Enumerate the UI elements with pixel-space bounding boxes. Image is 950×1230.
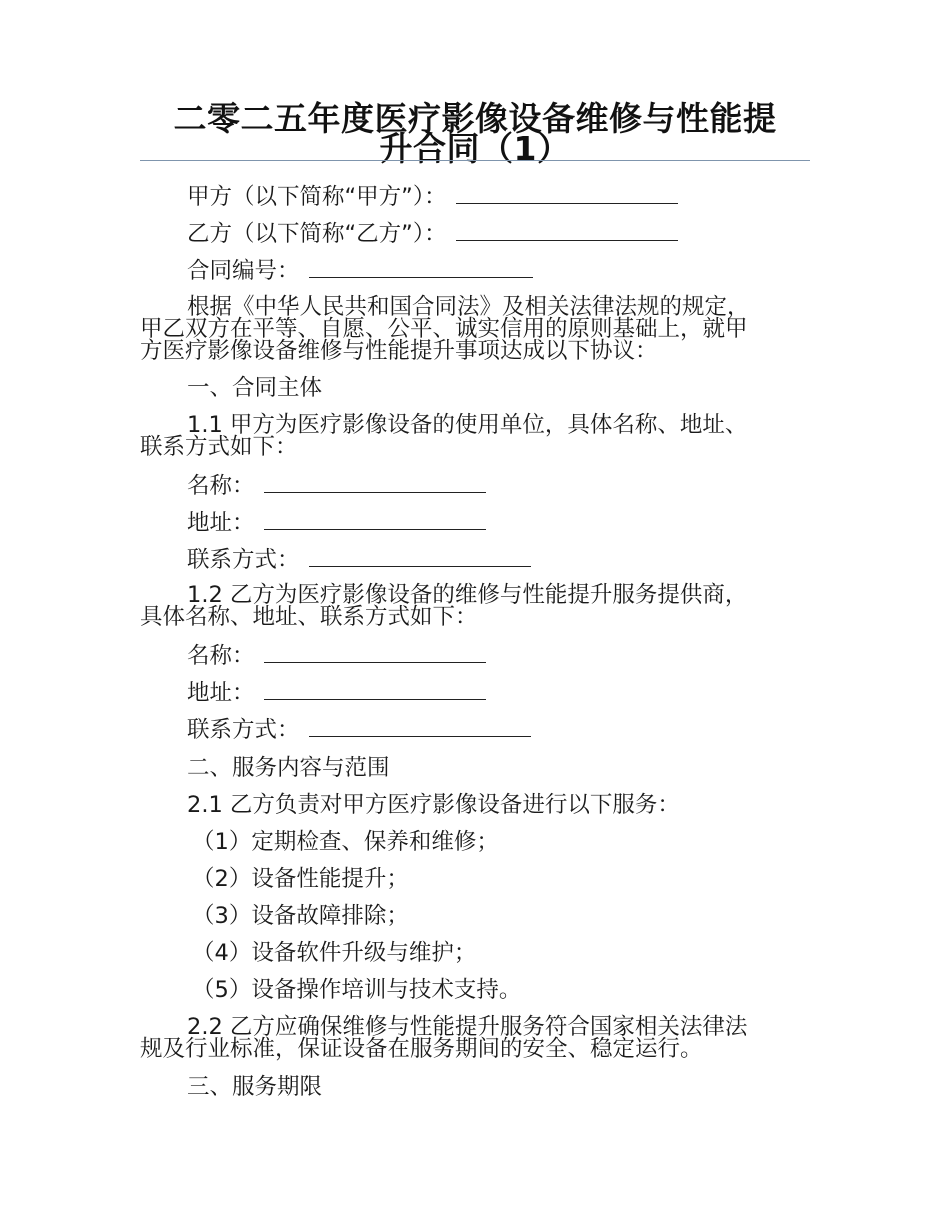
party-b-field [187, 221, 678, 247]
section-2-heading: 二、服务内容与范围 [187, 755, 390, 781]
party-b-contact-label: 联系方式： [187, 717, 300, 743]
preamble-line-2: 甲乙双方在平等、自愿、公平、诚实信用的原则基础上，就甲 [140, 316, 748, 342]
preamble-line-3: 方医疗影像设备维修与性能提升事项达成以下协议： [140, 338, 658, 364]
section-3-heading: 三、服务期限 [187, 1074, 323, 1100]
party-a-field [187, 184, 678, 210]
party-a-name-field [187, 473, 486, 499]
party-a-address-blank [264, 511, 486, 530]
clause-2-2-line-2: 规及行业标准，保证设备在服务期间的安全、稳定运行。 [140, 1036, 703, 1062]
party-a-contact-field [187, 547, 531, 573]
party-a-blank [456, 185, 678, 204]
party-b-address-label: 地址： [187, 680, 255, 706]
party-a-label: 甲方（以下简称“甲方”）： [187, 184, 447, 210]
contract-number-field [187, 258, 533, 284]
clause-1-1 [140, 414, 812, 458]
section-1-heading: 一、合同主体 [187, 375, 323, 401]
party-a-address-label: 地址： [187, 510, 255, 536]
party-b-name-label: 名称： [187, 643, 255, 669]
service-item-4: （4）设备软件升级与维护； [192, 940, 477, 966]
party-b-name-field [187, 643, 486, 669]
clause-1-2-line-1: 1.2 乙方为医疗影像设备的维修与性能提升服务提供商， [187, 582, 748, 608]
clause-1-2 [140, 584, 812, 628]
party-a-name-blank [264, 474, 486, 493]
clause-2-2-line-1: 2.2 乙方应确保维修与性能提升服务符合国家相关法律法 [187, 1014, 748, 1040]
party-b-contact-blank [309, 718, 531, 737]
service-item-1: （1）定期检查、保养和维修； [192, 829, 499, 855]
preamble-line-1: 根据《中华人民共和国合同法》及相关法律法规的规定， [187, 294, 750, 320]
service-item-3: （3）设备故障排除； [192, 903, 409, 929]
party-b-label: 乙方（以下简称“乙方”）： [187, 221, 447, 247]
title-divider [140, 160, 810, 161]
contract-number-blank [309, 259, 533, 278]
clause-1-2-line-2: 具体名称、地址、联系方式如下： [140, 604, 478, 630]
clause-1-1-line-2: 联系方式如下： [140, 434, 298, 460]
party-a-address-field [187, 510, 486, 536]
document-title [140, 99, 810, 168]
clause-1-1-line-1: 1.1 甲方为医疗影像设备的使用单位，具体名称、地址、 [187, 412, 748, 438]
party-b-name-blank [264, 644, 486, 663]
service-item-2: （2）设备性能提升； [192, 866, 409, 892]
title-line-1: 二零二五年度医疗影像设备维修与性能提 [173, 99, 777, 138]
clause-2-1: 2.1 乙方负责对甲方医疗影像设备进行以下服务： [187, 792, 680, 818]
party-b-address-blank [264, 681, 486, 700]
service-item-5: （5）设备操作培训与技术支持。 [192, 977, 522, 1003]
party-a-contact-label: 联系方式： [187, 547, 300, 573]
contract-number-label: 合同编号： [187, 258, 300, 284]
party-a-contact-blank [309, 548, 531, 567]
preamble-paragraph [140, 296, 812, 362]
clause-2-2 [140, 1016, 812, 1060]
party-a-name-label: 名称： [187, 473, 255, 499]
party-b-contact-field [187, 717, 531, 743]
party-b-blank [456, 222, 678, 241]
title-line-2: 升合同（1） [379, 129, 571, 168]
party-b-address-field [187, 680, 486, 706]
